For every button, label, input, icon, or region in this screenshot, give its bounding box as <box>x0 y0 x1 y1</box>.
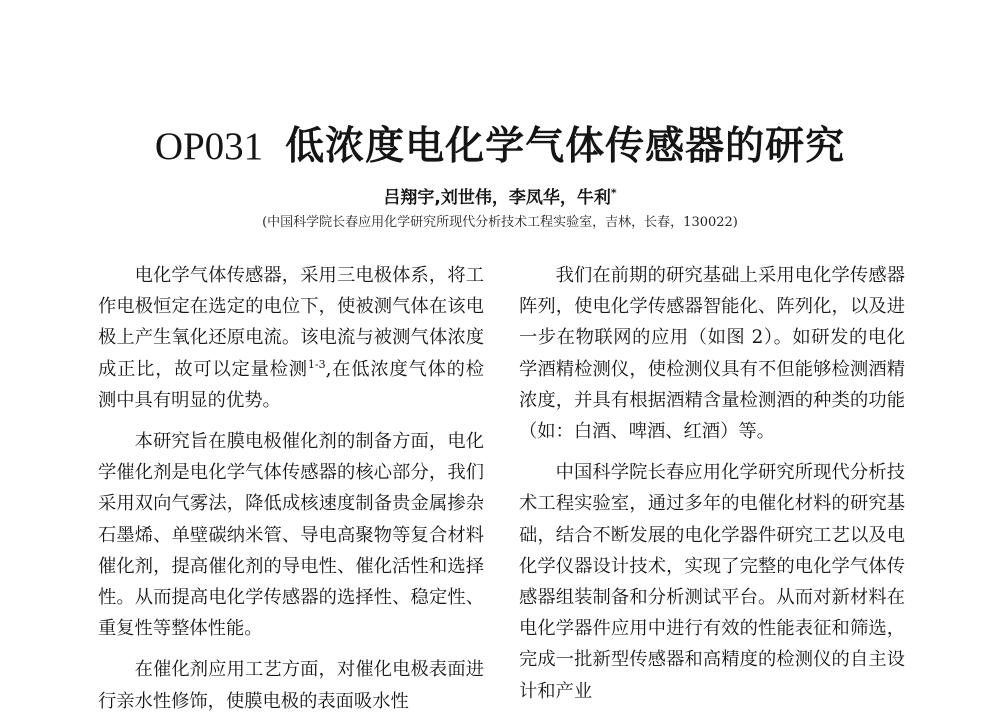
paragraph: 本研究旨在膜电极催化剂的制备方面，电化学催化剂是电化学气体传感器的核心部分，我们采用双向气雾法，降低成核速度制备贵金属掺杂石墨烯、单壁碳纳米管、导电高聚物等复合材料催化剂，提高催化剂的导电性、催化活性和选择性。从而提高电化学传感器的选择性、稳定性、重复性等整体性能。 <box>98 431 484 640</box>
abstract-code: OP031 <box>154 125 264 168</box>
paragraph: 中国科学院长春应用化学研究所现代分析技术工程实验室，通过多年的电催化材料的研究基础，结合不断发展的电化学器件研究工艺以及电化学仪器设计技术，实现了完整的电化学气体传感器组装制备和分析测试平台。从而对新材料在电化学器件应用中进行有效的性能表征和筛选，完成一批新型传感器和高精度的检测仪的自主设计和产业 <box>519 462 905 702</box>
paragraph <box>98 260 484 416</box>
authors-line <box>0 186 1000 210</box>
title-text: 低浓度电化学气体传感器的研究 <box>285 124 846 169</box>
citation-ref: 1-3 <box>307 357 326 371</box>
corresponding-author-mark: * <box>610 186 617 200</box>
left-column <box>98 260 484 727</box>
paragraph-text: ,在低浓度气体的检测中具有明显的优势。 <box>98 358 485 411</box>
page-title <box>0 122 1000 172</box>
affiliation: (中国科学院长春应用化学研究所现代分析技术工程实验室，吉林，长春，130022) <box>262 215 738 230</box>
author-names: 吕翔宇,刘世伟，李凤华，牛利 <box>383 188 611 208</box>
paragraph: 我们在前期的研究基础上采用电化学传感器阵列，使电化学传感器智能化、阵列化，以及进一步在物联网的应用（如图 2）。如研发的电化学酒精检测仪，使检测仪具有不但能够检测酒精浓度，并具有根据酒精含量检测酒的种类的功能（如：白酒、啤酒、红酒）等。 <box>519 265 905 443</box>
right-column <box>519 260 905 717</box>
paragraph-text: 电化学气体传感器，采用三电极体系，将工作电极恒定在选定的电位下，使被测气体在该电极上产生氧化还原电流。该电流与被测气体浓度成正比，故可以定量检测 <box>98 265 484 380</box>
paragraph: 在催化剂应用工艺方面，对催化电极表面进行亲水性修饰，使膜电极的表面吸水性 <box>98 659 484 712</box>
